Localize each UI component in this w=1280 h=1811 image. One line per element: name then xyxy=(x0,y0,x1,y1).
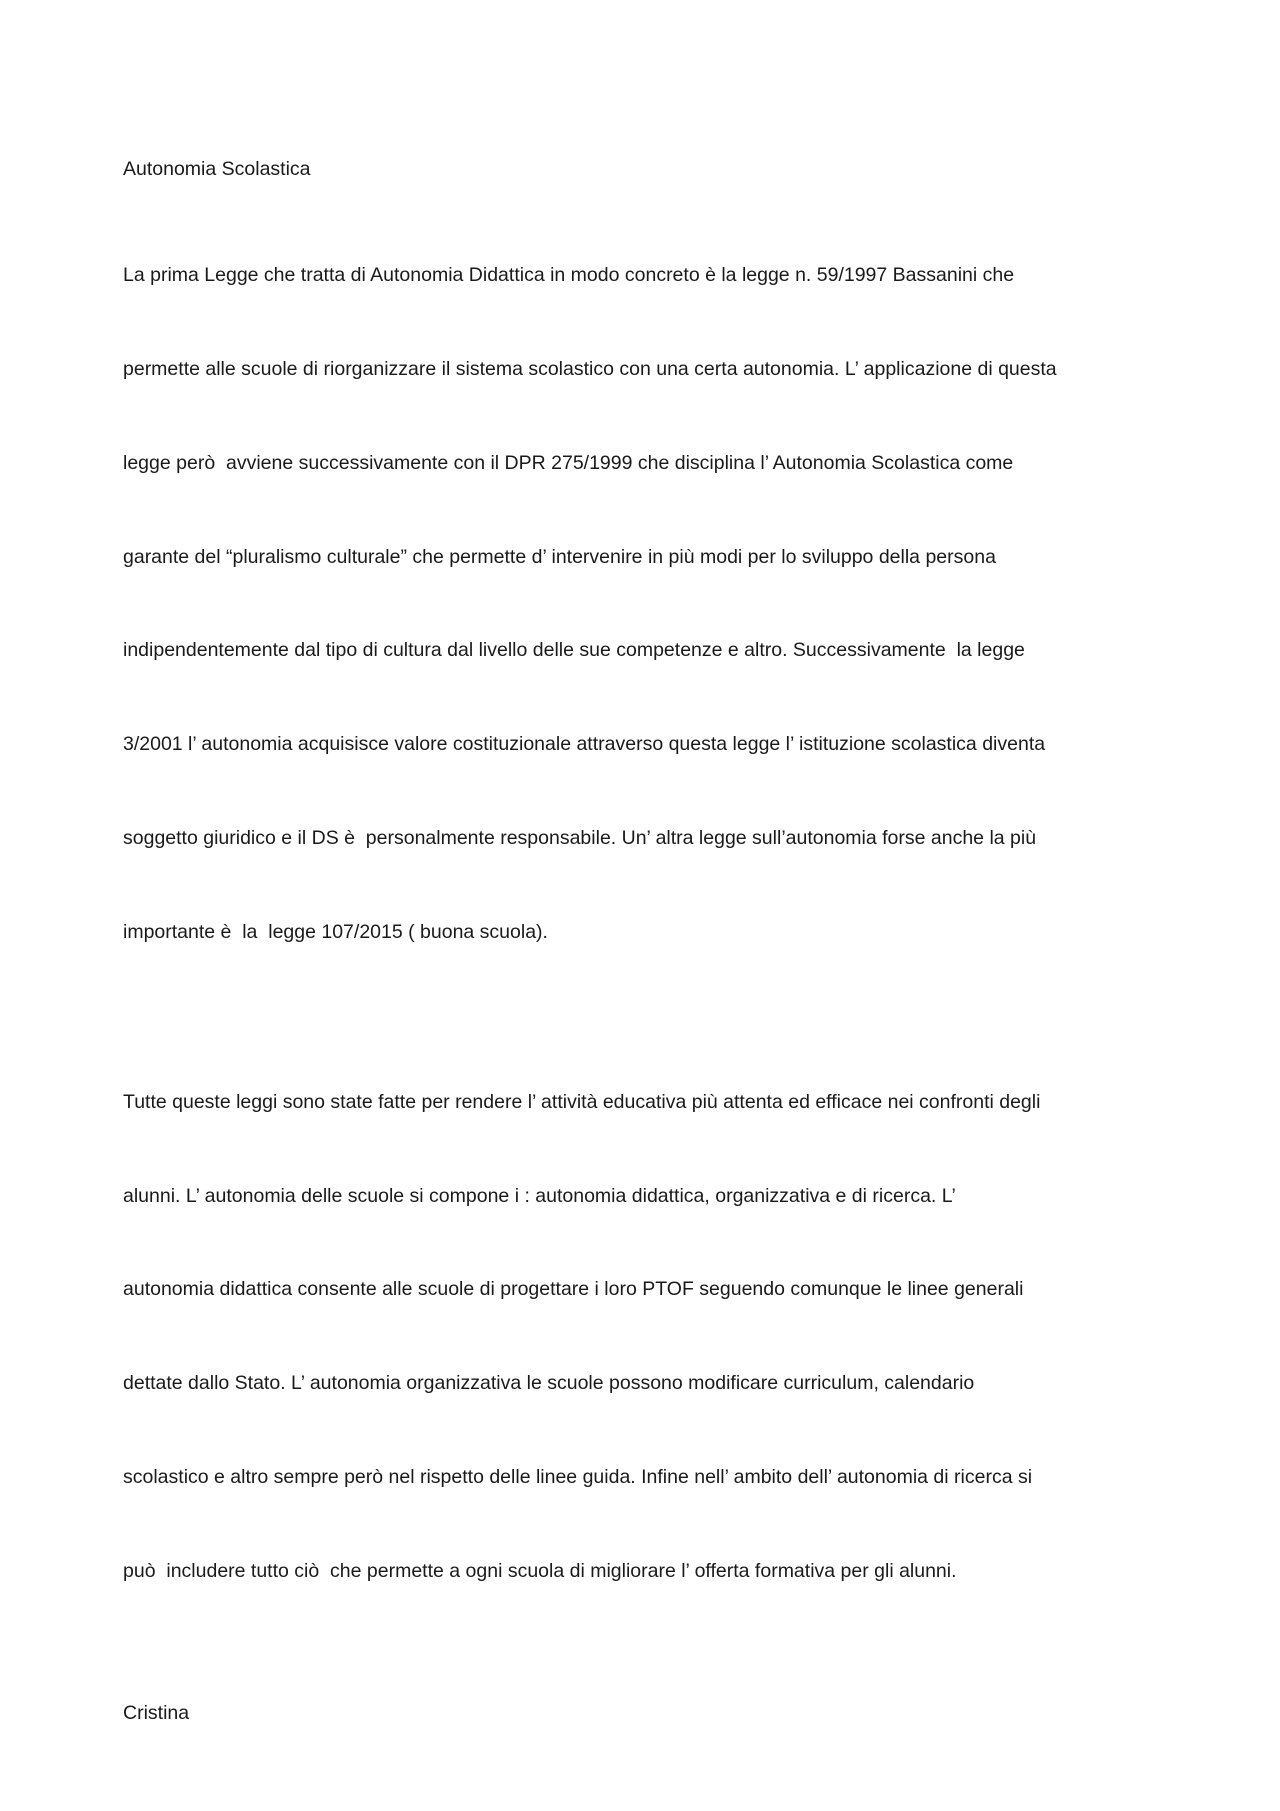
document-title: Autonomia Scolastica xyxy=(123,158,311,180)
text-line: legge però avviene successivamente con il DPR 275/1999 che disciplina l’ Autonomia Scolastica come xyxy=(123,451,1014,474)
paragraph-2 xyxy=(123,1024,1168,1650)
text-line: scolastico e altro sempre però nel rispetto delle linee guida. Infine nell’ ambito dell’ autonomia di ricerca si xyxy=(123,1466,1033,1489)
text-line: permette alle scuole di riorganizzare il sistema scolastico con una certa autonomia. L’ applicazione di questa xyxy=(123,357,1057,380)
text-line: garante del “pluralismo culturale” che permette d’ intervenire in più modi per lo sviluppo della persona xyxy=(123,545,996,568)
paragraph-1 xyxy=(123,197,1168,1011)
text-line: Tutte queste leggi sono state fatte per rendere l’ attività educativa più attenta ed efficace nei confronti degli xyxy=(123,1090,1041,1113)
text-line: indipendentemente dal tipo di cultura dal livello delle sue competenze e altro. Successivamente la legge xyxy=(123,639,1025,662)
text-line: La prima Legge che tratta di Autonomia Didattica in modo concreto è la legge n. 59/1997 Bassanini che xyxy=(123,263,1015,286)
text-line: autonomia didattica consente alle scuole di progettare i loro PTOF seguendo comunque le linee generali xyxy=(123,1278,1024,1301)
document-body xyxy=(123,154,1168,1742)
signature: Cristina xyxy=(123,1701,190,1724)
text-line: soggetto giuridico e il DS è personalmente responsabile. Un’ altra legge sull’autonomia forse anche la più xyxy=(123,827,1037,850)
text-line: può includere tutto ciò che permette a ogni scuola di migliorare l’ offerta formativa per gli alunni. xyxy=(123,1560,957,1583)
text-line: dettate dallo Stato. L’ autonomia organizzativa le scuole possono modificare curriculum, calendario xyxy=(123,1372,975,1395)
text-line: alunni. L’ autonomia delle scuole si compone i : autonomia didattica, organizzativa e di ricerca. L’ xyxy=(123,1184,956,1207)
text-line: 3/2001 l’ autonomia acquisisce valore costituzionale attraverso questa legge l’ istituzione scolastica diventa xyxy=(123,733,1046,756)
text-line: importante è la legge 107/2015 ( buona scuola). xyxy=(123,921,548,944)
